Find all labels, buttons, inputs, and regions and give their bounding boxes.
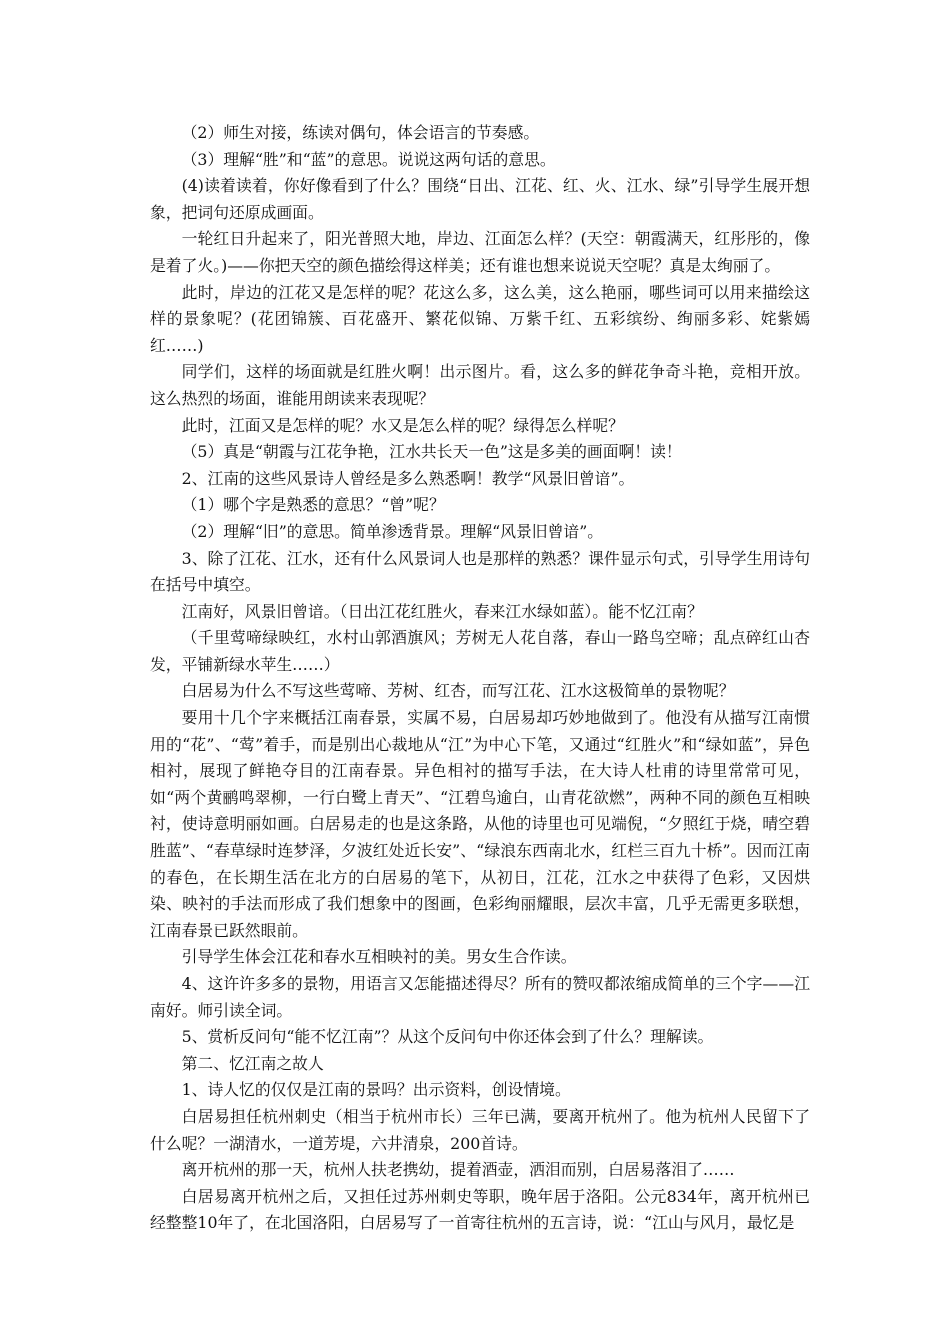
paragraph: 江南好，风景旧曾谙。（日出江花红胜火，春来江水绿如蓝）。能不忆江南？ <box>181 601 703 621</box>
paragraph: (4)读着读着，你好像看到了什么？围绕“日出、江花、红、火、江水、绿”引导学生展开想象，把词句还原成画面。 <box>150 176 810 222</box>
paragraph: 4、这许许多多的景物，用语言又怎能描述得尽？所有的赞叹都浓缩成简单的三个字——江南好。师引读全词。 <box>150 974 810 1020</box>
paragraph: 此时，江面又是怎样的呢？水又是怎么样的呢？绿得怎么样呢？ <box>181 415 624 435</box>
paragraph: 2、江南的这些风景诗人曾经是多么熟悉啊！教学“风景旧曾谙”。 <box>181 468 635 488</box>
paragraph: （5）真是“朝霞与江花争艳，江水共长天一色”这是多美的画面啊！读！ <box>181 442 682 462</box>
paragraph: 5、赏析反问句“能不忆江南”？从这个反问句中你还体会到了什么？理解读。 <box>181 1027 714 1047</box>
paragraph: 白居易担任杭州刺史（相当于杭州市长）三年已满，要离开杭州了。他为杭州人民留下了什么呢？一湖清水，一道芳堤，六井清泉，200首诗。 <box>150 1106 810 1153</box>
paragraph: 3、除了江花、江水，还有什么风景词人也是那样的熟悉？课件显示句式，引导学生用诗句在括号中填空。 <box>150 548 810 595</box>
paragraph: （1）哪个字是熟悉的意思？“曾”呢？ <box>181 495 445 515</box>
paragraph: 同学们，这样的场面就是红胜火啊！出示图片。看，这么多的鲜花争奇斗艳，竞相开放。这么热烈的场面，谁能用朗读来表现呢？ <box>150 362 810 408</box>
paragraph: （2）理解“旧”的意思。简单渗透背景。理解“风景旧曾谙”。 <box>181 521 604 541</box>
paragraph: 引导学生体会江花和春水互相映衬的美。男女生合作读。 <box>181 947 577 967</box>
section-heading: 第二、忆江南之故人 <box>181 1053 324 1073</box>
paragraph: 离开杭州的那一天，杭州人扶老携幼，提着酒壶，洒泪而别，白居易落泪了…… <box>181 1160 735 1180</box>
paragraph: （2）师生对接，练读对偶句，体会语言的节奏感。 <box>181 123 540 142</box>
paragraph: 白居易为什么不写这些莺啼、芳树、红杏，而写江花、江水这极简单的景物呢？ <box>181 681 735 701</box>
paragraph: 1、诗人忆的仅仅是江南的景吗？出示资料，创设情境。 <box>181 1080 571 1100</box>
paragraph: （千里莺啼绿映红，水村山郭酒旗风；芳树无人花自落，春山一路鸟空啼；乱点碎红山杏发，平铺新绿水苹生……） <box>150 628 810 674</box>
paragraph: 要用十几个字来概括江南春景，实属不易，白居易却巧妙地做到了。他没有从描写江南惯用的“花”、“莺”着手，而是别出心裁地从“江”为中心下笔，又通过“红胜火”和“绿如蓝”，异色相衬，展现了鲜艳夺目的江南春景。异色相衬的描写手法，在大诗人杜甫的诗里常常可见，如“两个黄鹂鸣翠柳，一行白鹭上青天”、“江碧鸟逾白，山青花欲燃”，两种不同的颜色互相映衬，使诗意明丽如画。白居易走的也是这条路，从他的诗里也可见端倪，“夕照红于烧，晴空碧胜蓝”、“春草绿时连梦泽，夕波红处近长安”、“绿浪东西南北水，红栏三百九十桥”。因而江南的春色，在长期生活在北方的白居易的笔下，从初日，江花，江水之中获得了色彩，又因烘染、映衬的手法而形成了我们想象中的图画，色彩绚丽耀眼，层次丰富，几乎无需更多联想，江南春景已跃然眼前。 <box>150 708 810 940</box>
paragraph: 白居易离开杭州之后，又担任过苏州刺史等职，晚年居于洛阳。公元834年，离开杭州已经整整10年了，在北国洛阳，白居易写了一首寄往杭州的五言诗，说：“江山与风月，最忆是 <box>150 1186 810 1233</box>
paragraph: 一轮红日升起来了，阳光普照大地，岸边、江面怎么样？(天空：朝霞满天，红彤彤的，像是着了火。)——你把天空的颜色描绘得这样美；还有谁也想来说说天空呢？真是太绚丽了。 <box>150 229 810 275</box>
paragraph: （3）理解“胜”和“蓝”的意思。说说这两句话的意思。 <box>181 149 556 169</box>
document-body <box>150 120 810 1237</box>
paragraph: 此时，岸边的江花又是怎样的呢？花这么多，这么美，这么艳丽，哪些词可以用来描绘这样的景象呢？(花团锦簇、百花盛开、繁花似锦、万紫千红、五彩缤纷、绚丽多彩、姹紫嫣红……) <box>150 282 810 355</box>
